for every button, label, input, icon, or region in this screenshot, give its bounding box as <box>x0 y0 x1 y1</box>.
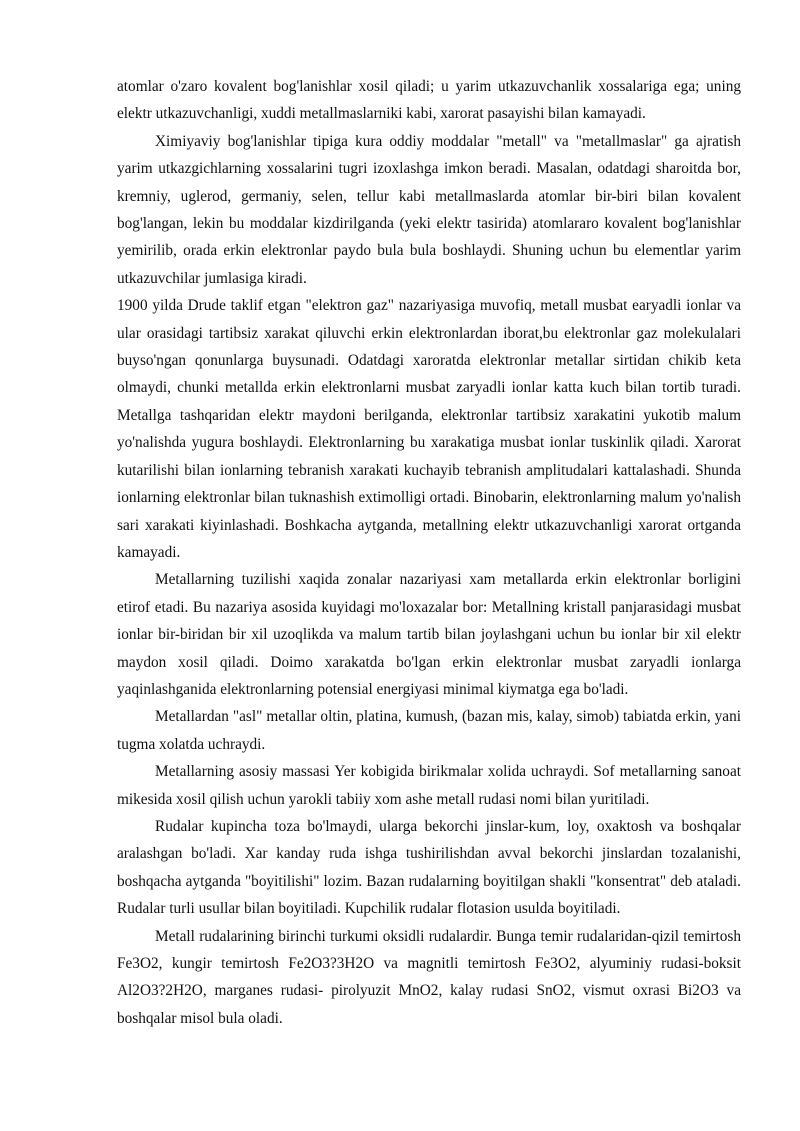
paragraph-8: Metall rudalarining birinchi turkumi oksidli rudalardir. Bunga temir rudalaridan-qizil temirtosh Fe3O2, kungir temirtosh Fe2O3?3H2O va magnitli temirtosh Fe3O2, alyuminiy rudasi-boksit Al2O3?2H2O, marganes rudasi- pirolyuzit MnO2, kalay rudasi SnO2, vismut oxrasi Bi2O3 va boshqalar misol bula oladi. <box>117 927 741 1027</box>
paragraph-2: Ximiyaviy bog'lanishlar tipiga kura oddiy moddalar "metall" va "metallmaslar" ga ajratish yarim utkazgichlarning xossalarini tugri izoxlashga imkon beradi. Masalan, odatdagi sharoitda bor, kremniy, uglerod, germaniy, selen, tellur kabi metallmaslarda atomlar bir-biri bilan kovalent bog'langan, lekin bu moddalar kizdirilganda (yeki elektr tasirida) atomlararo kovalent bog'lanishlar yemirilib, orada erkin elektronlar paydo bula bula boshlaydi. Shuning uchun bu elementlar yarim utkazuvchilar jumlasiga kiradi. <box>117 132 741 287</box>
paragraph-7: Rudalar kupincha toza bo'lmaydi, ularga bekorchi jinslar-kum, loy, oxaktosh va boshqalar aralashgan bo'ladi. Xar kanday ruda ishga tushirilishdan avval bekorchi jinslardan tozalanishi, boshqacha aytganda "boyitilishi" lozim. Bazan rudalarning boyitilgan shakli "konsentrat" deb ataladi. Rudalar turli usullar bilan boyitiladi. Kupchilik rudalar flotasion usulda boyitiladi. <box>117 817 741 918</box>
paragraph-1: atomlar o'zaro kovalent bog'lanishlar xosil qiladi; u yarim utkazuvchanlik xossalariga ega; uning elektr utkazuvchanligi, xuddi metallmaslarniki kabi, xarorat pasayishi bilan kamayadi. <box>117 78 741 123</box>
paragraph-6: Metallarning asosiy massasi Yer kobigida birikmalar xolida uchraydi. Sof metallarning sanoat mikesida xosil qilish uchun yarokli tabiiy xom ashe metall rudasi nomi bilan yuritiladi. <box>117 763 741 808</box>
paragraph-4: Metallarning tuzilishi xaqida zonalar nazariyasi xam metallarda erkin elektronlar borligini etirof etadi. Bu nazariya asosida kuyidagi mo'loxazalar bor: Metallning kristall panjarasidagi musbat ionlar bir-biridan bir xil uzoqlikda va malum tartib bilan joylashgani uchun bu ionlar bir xil elektr maydon xosil qiladi. Doimo xarakatda bo'lgan erkin elektronlar musbat zaryadli ionlarga yaqinlashganida elektronlarning potensial energiyasi minimal kiymatga ega bo'ladi. <box>117 571 741 698</box>
paragraph-3: 1900 yilda Drude taklif etgan "elektron gaz" nazariyasiga muvofiq, metall musbat earyadli ionlar va ular orasidagi tartibsiz xarakat qiluvchi erkin elektronlardan iborat,bu elektronlar gaz molekulalari buyso'ngan qonunlarga buysunadi. Odatdagi xaroratda elektronlar metallar sirtidan chikib keta olmaydi, chunki metallda erkin elektronlarni musbat zaryadli ionlar katta kuch bilan tortib turadi. Metallga tashqaridan elektr maydoni berilganda, elektronlar tartibsiz xarakatini yukotib malum yo'nalishda yugura boshlaydi. Elektronlarning bu xarakatiga musbat ionlar tuskinlik qiladi. Xarorat kutarilishi bilan ionlarning tebranish xarakati kuchayib tebranish amplitudalari kattalashadi. Shunda ionlarning elektronlar bilan tuknashish extimolligi ortadi. Binobarin, elektronlarning malum yo'nalish sari xarakati kiyinlashadi. Boshkacha aytganda, metallning elektr utkazuvchanligi xarorat ortganda kamayadi. <box>117 297 741 561</box>
paragraph-5: Metallardan "asl" metallar oltin, platina, kumush, (bazan mis, kalay, simob) tabiatda erkin, yani tugma xolatda uchraydi. <box>117 708 741 753</box>
document-page <box>117 73 741 1032</box>
